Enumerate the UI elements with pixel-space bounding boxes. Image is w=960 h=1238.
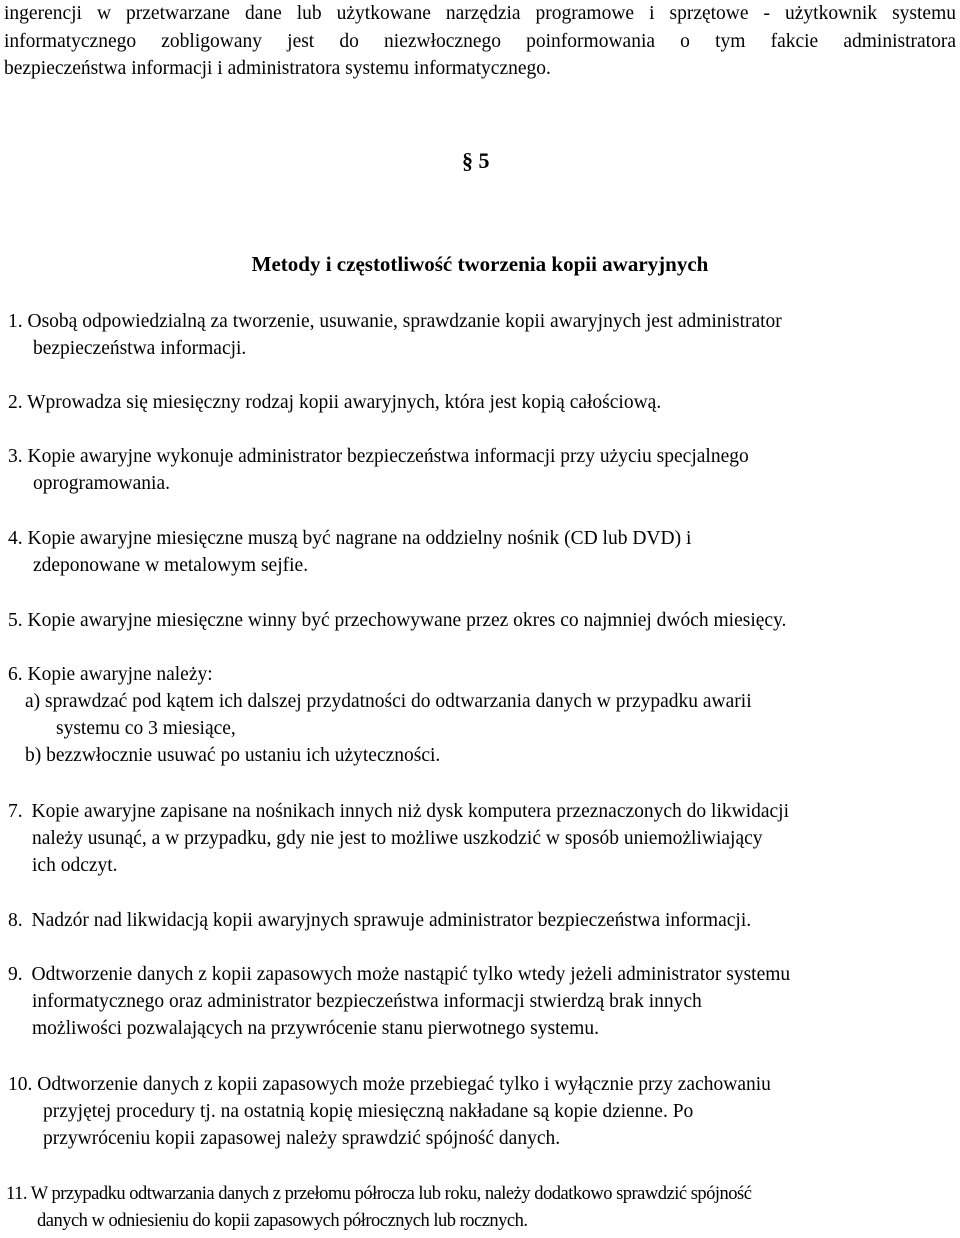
list-item <box>8 961 790 1042</box>
list-item <box>6 1181 751 1235</box>
list-item <box>8 308 782 362</box>
intro-line: informatycznego zobligowany jest do niezwłocznego poinformowania o tym fakcie administratora <box>4 30 956 52</box>
section-number: § 5 <box>462 148 490 173</box>
item-text: Kopie awaryjne wykonuje administrator bezpieczeństwa informacji przy użyciu specjalnego <box>27 446 749 467</box>
item-text: Kopie awaryjne miesięczne muszą być nagrane na oddzielny nośnik (CD lub DVD) i <box>27 528 692 549</box>
list-item <box>8 661 752 769</box>
item-subpoint-continuation: systemu co 3 miesiące, <box>56 718 236 739</box>
item-number: 8. <box>8 910 23 931</box>
item-text: ich odczyt. <box>32 855 118 876</box>
list-item <box>8 907 751 934</box>
item-text: informatycznego oraz administrator bezpieczeństwa informacji stwierdzą brak innych <box>32 991 702 1012</box>
intro-paragraph <box>4 0 956 83</box>
item-number: 7. <box>8 801 23 822</box>
item-text: bezpieczeństwa informacji. <box>33 338 247 359</box>
item-text: należy usunąć, a w przypadku, gdy nie jest to możliwe uszkodzić w sposób uniemożliwiający <box>32 828 763 849</box>
list-item <box>8 389 661 416</box>
intro-line: bezpieczeństwa informacji i administratora systemu informatycznego. <box>4 58 551 79</box>
item-number: 4. <box>8 528 23 549</box>
item-subpoint: a) sprawdzać pod kątem ich dalszej przydatności do odtwarzania danych w przypadku awarii <box>25 691 752 712</box>
item-text: Nadzór nad likwidacją kopii awaryjnych sprawuje administrator bezpieczeństwa informacji. <box>31 910 752 931</box>
item-number: 5. <box>8 610 23 631</box>
list-item <box>8 443 749 497</box>
item-number: 11. <box>6 1184 27 1204</box>
item-number: 1. <box>8 311 23 332</box>
item-text: W przypadku odtwarzania danych z przełomu półrocza lub roku, należy dodatkowo sprawdzić spójność <box>30 1184 752 1204</box>
list-item <box>8 798 789 879</box>
item-text: Kopie awaryjne zapisane na nośnikach innych niż dysk komputera przeznaczonych do likwidacji <box>31 801 790 822</box>
item-subpoint: b) bezzwłocznie usuwać po ustaniu ich użyteczności. <box>25 745 441 766</box>
list-item <box>8 1071 771 1152</box>
item-text: Odtworzenie danych z kopii zapasowych może nastąpić tylko wtedy jeżeli administrator systemu <box>31 964 791 985</box>
item-number: 2. <box>8 392 23 413</box>
item-text: zdeponowane w metalowym sejfie. <box>33 555 309 576</box>
item-number: 10. <box>8 1074 33 1095</box>
list-item <box>8 607 786 634</box>
item-text: Wprowadza się miesięczny rodzaj kopii awaryjnych, która jest kopią całościową. <box>27 392 662 413</box>
intro-line: ingerencji w przetwarzane dane lub użytkowane narzędzia programowe i sprzętowe - użytkownik systemu <box>4 3 956 24</box>
list-item <box>8 525 691 579</box>
item-text: przywróceniu kopii zapasowej należy sprawdzić spójność danych. <box>43 1128 561 1149</box>
item-text: Kopie awaryjne miesięczne winny być przechowywane przez okres co najmniej dwóch miesięcy. <box>27 610 787 631</box>
item-number: 6. <box>8 664 23 685</box>
item-text: możliwości pozwalających na przywrócenie stanu pierwotnego systemu. <box>32 1018 599 1039</box>
item-text: Kopie awaryjne należy: <box>27 664 213 685</box>
item-text: Osobą odpowiedzialną za tworzenie, usuwanie, sprawdzanie kopii awaryjnych jest administrator <box>27 311 782 332</box>
item-number: 3. <box>8 446 23 467</box>
item-text: danych w odniesieniu do kopii zapasowych półrocznych lub rocznych. <box>37 1211 528 1231</box>
item-number: 9. <box>8 964 23 985</box>
item-text: przyjętej procedury tj. na ostatnią kopię miesięczną nakładane są kopie dzienne. Po <box>43 1101 694 1122</box>
item-text: Odtworzenie danych z kopii zapasowych może przebiegać tylko i wyłącznie przy zachowaniu <box>37 1074 771 1095</box>
item-text: oprogramowania. <box>33 473 170 494</box>
section-title: Metody i częstotliwość tworzenia kopii awaryjnych <box>251 252 709 276</box>
